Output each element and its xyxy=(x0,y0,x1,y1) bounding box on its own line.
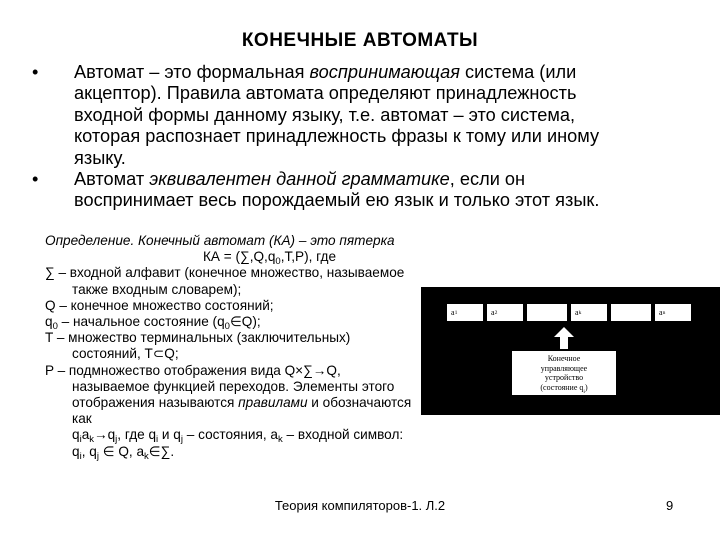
bullet-line: акцептор). Правила автомата определяют принадлежность xyxy=(74,83,577,104)
control-unit-label: устройство xyxy=(544,373,584,382)
page-number: 9 xyxy=(666,498,674,513)
definition-block xyxy=(45,233,485,460)
definition-line: T – множество терминальных (заключительных) xyxy=(45,330,351,346)
bullet-marker: • xyxy=(32,169,39,190)
bullet-line: языку. xyxy=(74,147,126,168)
bullet-line: Автомат – это формальная воспринимающая система (или xyxy=(74,62,577,82)
tape-cell-current: a k xyxy=(571,304,607,321)
definition-heading: Определение. Конечный автомат (КА) – это пятерка xyxy=(45,233,395,248)
control-unit-label: Конечное xyxy=(547,354,581,363)
definition-line: КА = $(\sum,Q,q_0,T,P)$, где xyxy=(203,249,337,268)
definition-line: $q_0$ – начальное состояние $(q_0\in Q)$; xyxy=(45,314,261,333)
definition-line: называемое функцией переходов. Элементы этого xyxy=(72,378,395,394)
tape-cell: a n xyxy=(655,304,691,321)
bullet-line: Автомат эквивалентен данной грамматике, если он xyxy=(74,169,526,190)
tape-cell xyxy=(611,304,651,321)
control-unit-label: управляющее xyxy=(540,363,588,373)
automaton-diagram xyxy=(421,287,720,415)
definition-line: также входным словарем); xyxy=(72,281,242,297)
bullet-item xyxy=(28,62,678,169)
control-unit xyxy=(512,351,616,395)
tape-cell: a 1 xyxy=(447,304,483,321)
definition-line: отображения называются правилами и обозначаются xyxy=(72,395,412,411)
bullet-list xyxy=(28,62,678,212)
bullet-item xyxy=(28,169,678,212)
definition-line: ∑ – входной алфавит (конечное множество, называемое xyxy=(45,265,405,281)
definition-line: состояний, T⊂Q; xyxy=(72,346,179,362)
definition-line: $q_i$, $q_j$ ∈ Q, $a_k\in\sum$. xyxy=(72,443,175,462)
bullet-marker: • xyxy=(32,62,39,82)
tape-cell: a 2 xyxy=(487,304,523,321)
control-unit-label: (состояние $q_i$) xyxy=(540,382,588,395)
definition-line: $q_ia_k\to q_j$, где $q_i$ и $q_j$ – состояния, $a_k$ – входной символ: xyxy=(72,427,404,446)
definition-line: как xyxy=(72,411,92,427)
bullet-line: воспринимает весь порождаемый ею язык и только этот язык. xyxy=(74,190,600,211)
tape-cell xyxy=(527,304,567,321)
definition-line: Q – конечное множество состояний; xyxy=(45,297,274,313)
input-tape xyxy=(447,304,691,321)
footer-text: Теория компиляторов-1. Л.2 xyxy=(274,498,446,513)
arrow-up-icon xyxy=(554,327,574,349)
slide-title: КОНЕЧНЫЕ АВТОМАТЫ xyxy=(241,30,479,51)
bullet-line: входной формы данному языку, т.е. автомат – это система, xyxy=(74,104,576,125)
definition-line: P – подмножество отображения вида Q×∑→Q, xyxy=(45,362,341,378)
bullet-line: которая распознает принадлежность фразы к тому или иному xyxy=(74,126,600,147)
